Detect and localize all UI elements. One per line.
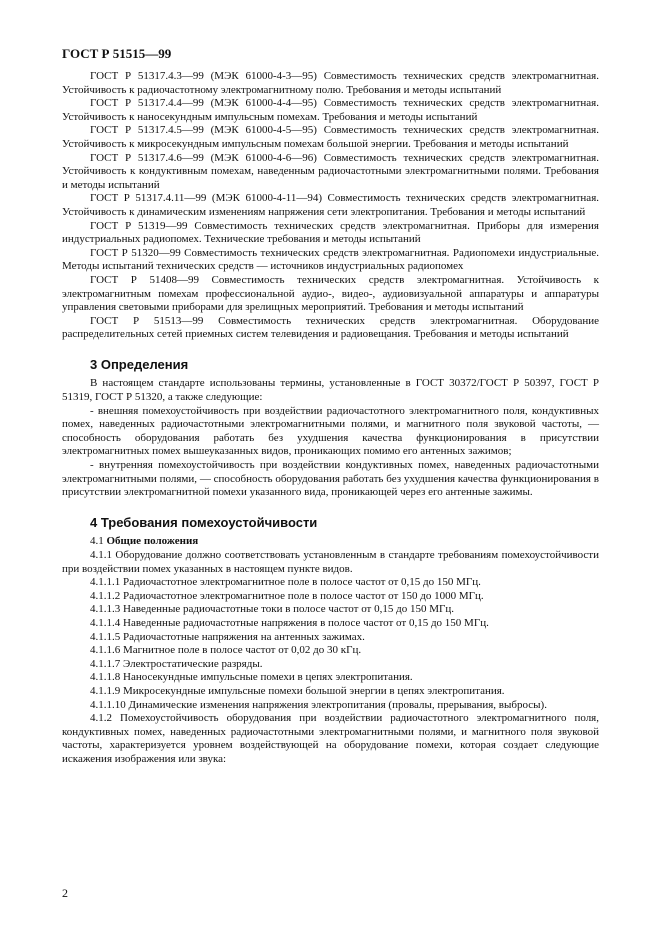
clause-4-1-1: 4.1.1 Оборудование должно соответствовать установленным в стандарте требованиям помехоустойчивости при воздействии помех указанных в настоящем пункте видов. bbox=[62, 549, 599, 575]
standard-ref: ГОСТ Р 51319—99 Совместимость технических средств электромагнитная. Приборы для измерения индустриальных радиопомех. Технические требования и методы испытаний bbox=[62, 219, 599, 246]
standards-list bbox=[62, 70, 599, 342]
section-3 bbox=[62, 358, 599, 500]
standard-ref: ГОСТ Р 51317.4.5—99 (МЭК 61000-4-5—95) Совместимость технических средств электромагнитная. Устойчивость к микросекундным импульсным помехам большой энергии. Требования и методы испытаний bbox=[62, 124, 599, 150]
list-item: 4.1.1.4 Наведенные радиочастотные напряжения в полосе частот от 0,15 до 150 МГц. bbox=[90, 616, 489, 629]
document-header: ГОСТ Р 51515—99 bbox=[62, 46, 172, 61]
definition-internal: - внутренняя помехоустойчивость при воздействии кондуктивных помех, наведенных радиочастотными электромагнитными полями, — способность оборудования работать без ухудшения качества функционирования в присутствии электромагнитной помехи указанного вида, проникающей через его антенные зажимы. bbox=[62, 459, 599, 499]
clause-4-1-2: 4.1.2 Помехоустойчивость оборудования при воздействии радиочастотного электромагнитного поля, кондуктивных помех, наведенных радиочастотными электромагнитными полями, и магнитного поля звуковой частоты, характеризуется уровнем воздействующей на оборудование помехи, которая создает следующие искажения изображения или звука: bbox=[62, 712, 599, 765]
list-item: 4.1.1.1 Радиочастотное электромагнитное поле в полосе частот от 0,15 до 150 МГц. bbox=[90, 576, 481, 589]
standard-ref: ГОСТ Р 51513—99 Совместимость технических средств электромагнитная. Оборудование распределительных сетей приемных систем телевидения и радиовещания. Требования и методы испытаний bbox=[62, 314, 599, 341]
section-3-intro: В настоящем стандарте использованы термины, установленные в ГОСТ 30372/ГОСТ Р 50397, ГОСТ Р 51319, ГОСТ Р 51320, а также следующие: bbox=[62, 377, 599, 404]
page-number: 2 bbox=[62, 886, 68, 900]
standard-ref: ГОСТ Р 51320—99 Совместимость технических средств электромагнитная. Радиопомехи индустриальные. Методы испытаний технических средств — источников индустриальных радиопомех bbox=[62, 246, 599, 273]
document-body bbox=[62, 66, 599, 767]
list-item: 4.1.1.2 Радиочастотное электромагнитное поле в полосе частот от 150 до 1000 МГц. bbox=[90, 589, 484, 602]
subsection-title: Общие положения bbox=[106, 535, 199, 548]
section-4-title: 4 Требования помехоустойчивости bbox=[90, 514, 318, 530]
list-item: 4.1.1.7 Электростатические разряды. bbox=[90, 657, 263, 670]
list-item: 4.1.1.8 Наносекундные импульсные помехи в цепях электропитания. bbox=[90, 671, 413, 684]
standard-ref: ГОСТ Р 51317.4.3—99 (МЭК 61000-4-3—95) Совместимость технических средств электромагнитная. Устойчивость к радиочастотному электромагнитному полю. Требования и методы испытаний bbox=[62, 70, 599, 96]
list-item: 4.1.1.6 Магнитное поле в полосе частот от 0,02 до 30 кГц. bbox=[90, 644, 362, 657]
subsection-number: 4.1 bbox=[90, 535, 104, 548]
section-3-title: 3 Определения bbox=[90, 356, 189, 372]
standard-ref: ГОСТ Р 51408—99 Совместимость технических средств электромагнитная. Устойчивость к электромагнитным помехам профессиональной аудио-, видео-, аудиовизуальной аппаратуры и аппаратуры управления световыми приборами для зрелищных мероприятий. Требования и методы испытаний bbox=[62, 273, 599, 314]
list-item: 4.1.1.10 Динамические изменения напряжения электропитания (провалы, прерывания, выбросы). bbox=[90, 698, 547, 711]
standard-ref: ГОСТ Р 51317.4.4—99 (МЭК 61000-4-4—95) Совместимость технических средств электромагнитная. Устойчивость к наносекундным импульсным помехам. Требования и методы испытаний bbox=[62, 97, 599, 123]
list-item: 4.1.1.3 Наведенные радиочастотные токи в полосе частот от 0,15 до 150 МГц. bbox=[90, 603, 454, 616]
standard-ref: ГОСТ Р 51317.4.11—99 (МЭК 61000-4-11—94) Совместимость технических средств электромагнитная. Устойчивость к динамическим изменениям напряжения сети электропитания. Требования и методы испытаний bbox=[62, 192, 599, 218]
standard-ref: ГОСТ Р 51317.4.6—99 (МЭК 61000-4-6—96) Совместимость технических средств электромагнитная. Устойчивость к кондуктивным помехам, наведенным радиочастотными электромагнитными полями. Требования и методы испытаний bbox=[62, 151, 599, 191]
subsection-4-1-heading bbox=[62, 535, 599, 549]
section-4 bbox=[62, 516, 599, 767]
list-item: 4.1.1.9 Микросекундные импульсные помехи большой энергии в цепях электропитания. bbox=[90, 684, 505, 697]
list-item: 4.1.1.5 Радиочастотные напряжения на антенных зажимах. bbox=[90, 630, 365, 643]
definition-external: - внешняя помехоустойчивость при воздействии радиочастотного электромагнитного поля, кондуктивных помех, наведенных радиочастотными электромагнитными полями, и магнитного поля звуковой частоты, — способность оборудования работать без ухудшения качества функционирования в присутствии электромагнитных помех вышеуказанных видов, проникающих помимо его антенных зажимов; bbox=[62, 404, 599, 458]
